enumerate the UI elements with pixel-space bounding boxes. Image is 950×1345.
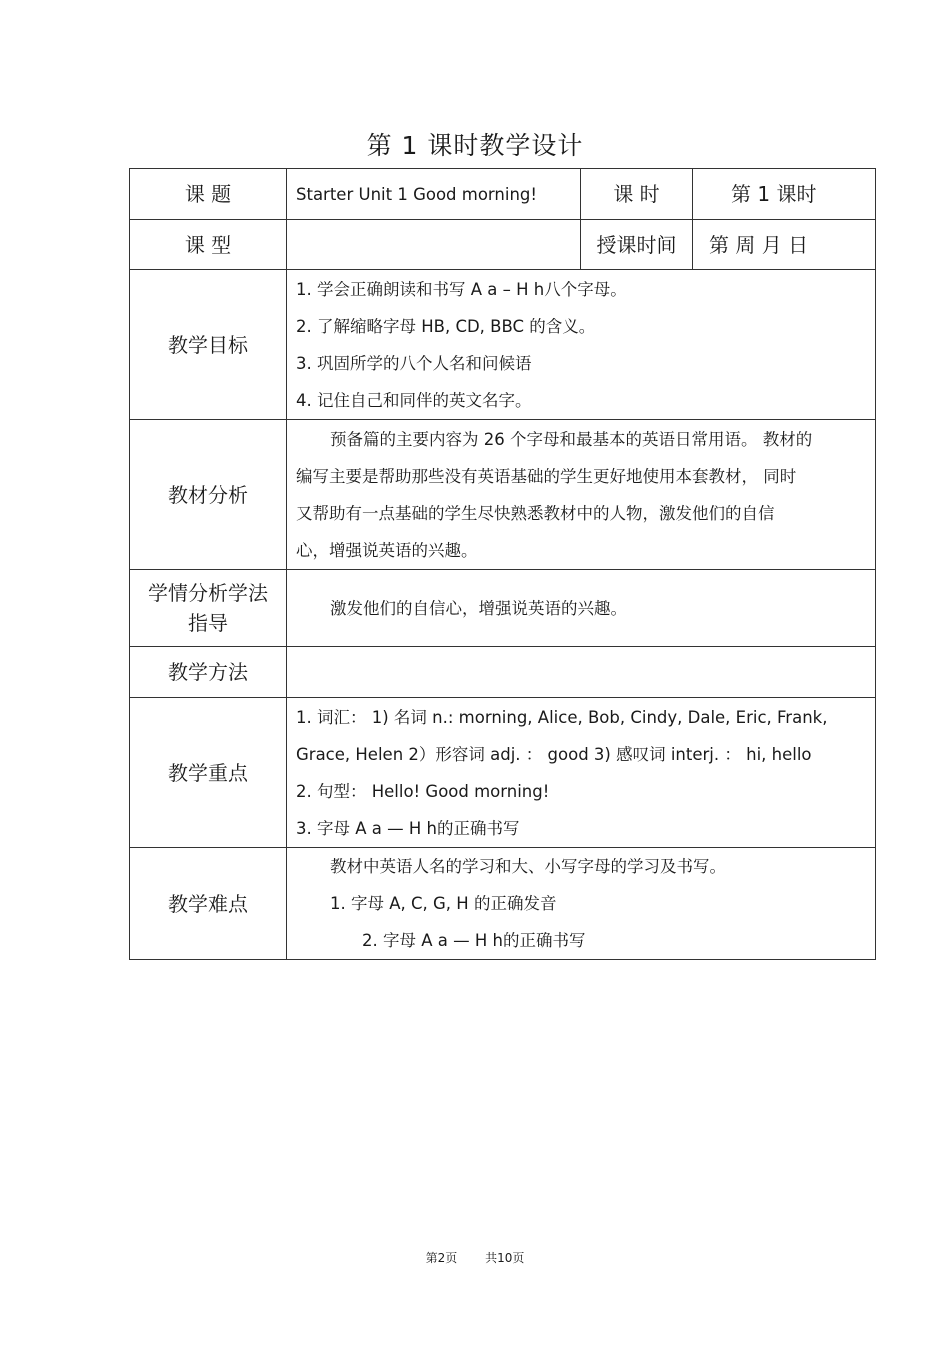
analysis-content [287, 420, 876, 570]
analysis-line: 编写主要是帮助那些没有英语基础的学生更好地使用本套教材， 同时 [296, 466, 797, 486]
method-label: 教学方法 [130, 647, 287, 698]
student-analysis-content [287, 570, 876, 647]
key-points-content [287, 698, 876, 848]
difficulty-line: 1. 字母 A, C, G, H 的正确发音 [330, 894, 557, 913]
lesson-plan-table [129, 168, 876, 960]
page-title: 第 1 课时教学设计 [366, 131, 584, 160]
analysis-line: 又帮助有一点基础的学生尽快熟悉教材中的人物，激发他们的自信 [296, 503, 775, 523]
difficulty-line: 教材中英语人名的学习和大、小写字母的学习及书写。 [330, 857, 726, 876]
class-time-label: 授课时间 [581, 220, 693, 270]
type-value [287, 220, 581, 270]
key-point-line: 1. 词汇： 1) 名词 n.: morning, Alice, Bob, Cindy, Dale, Eric, Frank, [296, 707, 828, 727]
objectives-content [287, 270, 876, 420]
row-method [130, 647, 876, 698]
row-objectives [130, 270, 876, 420]
page-total: 共10页 [485, 1251, 525, 1265]
topic-value: Starter Unit 1 Good morning! [287, 169, 581, 220]
period-value: 第 1 课时 [693, 169, 876, 220]
objective-line: 2. 了解缩略字母 HB, CD, BBC 的含义。 [296, 316, 596, 336]
objective-line: 3. 巩固所学的八个人名和问候语 [296, 353, 532, 373]
student-analysis-label [130, 570, 287, 647]
student-analysis-line: 激发他们的自信心，增强说英语的兴趣。 [330, 598, 627, 618]
page-number: 第2页 [425, 1251, 458, 1265]
row-analysis [130, 420, 876, 570]
key-point-line: Grace, Helen 2）形容词 adj. ： good 3) 感叹词 interj. ： hi, hello [296, 744, 812, 764]
objective-line: 4. 记住自己和同伴的英文名字。 [296, 390, 532, 410]
key-point-line: 3. 字母 A a — H h的正确书写 [296, 818, 520, 838]
key-points-label: 教学重点 [130, 698, 287, 848]
difficulties-content [287, 848, 876, 960]
class-time-value: 第 周 月 日 [693, 220, 876, 270]
student-analysis-label-line: 指导 [188, 611, 228, 635]
page-footer [0, 1249, 950, 1266]
objective-line: 1. 学会正确朗读和书写 A a – H h八个字母。 [296, 279, 627, 299]
key-point-line: 2. 句型： Hello! Good morning! [296, 781, 550, 801]
objectives-label: 教学目标 [130, 270, 287, 420]
row-student-analysis [130, 570, 876, 647]
difficulties-label: 教学难点 [130, 848, 287, 960]
row-topic [130, 169, 876, 220]
topic-label: 课 题 [130, 169, 287, 220]
period-label: 课 时 [581, 169, 693, 220]
analysis-line: 预备篇的主要内容为 26 个字母和最基本的英语日常用语。 教材的 [330, 429, 813, 449]
row-key-points [130, 698, 876, 848]
difficulty-line: 2. 字母 A a — H h的正确书写 [362, 931, 586, 950]
row-difficulties [130, 848, 876, 960]
analysis-line: 心，增强说英语的兴趣。 [296, 540, 478, 560]
row-type [130, 220, 876, 270]
type-label: 课 型 [130, 220, 287, 270]
method-content [287, 647, 876, 698]
student-analysis-label-line: 学情分析学法 [148, 581, 268, 605]
analysis-label: 教材分析 [130, 420, 287, 570]
